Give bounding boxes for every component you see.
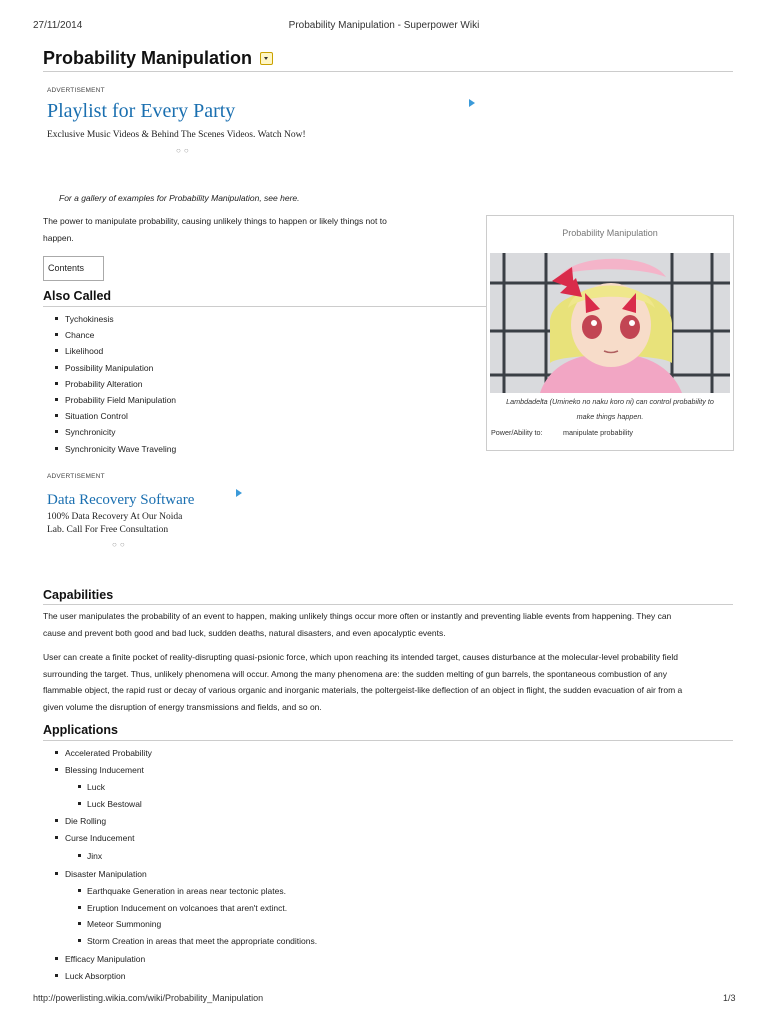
list-item: Disaster Manipulation	[65, 866, 317, 883]
text-line: cause and prevent both good and bad luck, sudden deaths, natural disasters, and even apocalyptic events.	[43, 627, 446, 638]
footer-url: http://powerlisting.wikia.com/wiki/Probability_Manipulation	[33, 993, 264, 1003]
list-item: Luck	[87, 779, 317, 796]
applications-list	[65, 745, 317, 985]
list-item: Synchronicity	[65, 424, 176, 440]
list-item: Jinx	[87, 848, 317, 865]
list-item: Luck Bestowal	[87, 796, 317, 813]
ad-body-line: 100% Data Recovery At Our Noida	[47, 512, 183, 522]
capabilities-paragraph-2	[43, 649, 733, 715]
section-divider	[43, 604, 733, 605]
contents-toggle[interactable]: Contents	[43, 256, 104, 281]
text-line: flammable object, the rapid rust or decay of various organic and inorganic materials, the poltergeist-like deflection of an object in flight, the sudden evacuation of air from a	[43, 685, 683, 695]
infobox	[486, 215, 734, 451]
list-item: Earthquake Generation in areas near tectonic plates.	[87, 883, 317, 900]
infobox-caption	[495, 394, 725, 424]
intro-line: happen.	[43, 232, 74, 243]
text-line: The user manipulates the probability of an event to happen, making unlikely things occur more often or instantly and preventing liable events from happening. They can	[43, 611, 672, 621]
list-item: Likelihood	[65, 343, 176, 359]
list-item: Curse Inducement	[65, 830, 317, 847]
ad-body[interactable]: Exclusive Music Videos & Behind The Scenes Videos. Watch Now!	[47, 130, 306, 140]
footer-page-number: 1/3	[723, 993, 736, 1003]
section-heading-also-called: Also Called	[43, 289, 112, 303]
list-item: Storm Creation in areas that meet the appropriate conditions.	[87, 933, 317, 950]
page-title: Probability Manipulation	[43, 48, 253, 68]
list-item: Probability Field Manipulation	[65, 392, 176, 408]
gallery-note: For a gallery of examples for Probability Manipulation, see here.	[59, 193, 300, 203]
also-called-list	[65, 311, 176, 457]
caption-line: Lambdadelta (Umineko no naku koro ni) can control probability to	[506, 397, 714, 406]
list-item: Die Rolling	[65, 813, 317, 830]
caption-line: make things happen.	[576, 412, 644, 421]
list-item: Chance	[65, 327, 176, 343]
section-divider	[43, 740, 733, 741]
ad-title-link[interactable]: Playlist for Every Party	[47, 100, 236, 122]
ad-label: ADVERTISEMENT	[47, 473, 105, 480]
dropdown-arrow-icon[interactable]	[260, 52, 273, 65]
infobox-field-label: Power/Ability to:	[491, 428, 543, 437]
section-heading-applications: Applications	[43, 723, 119, 737]
list-item: Eruption Inducement on volcanoes that aren't extinct.	[87, 900, 317, 917]
sublist	[87, 883, 317, 949]
ad-pagination-dots[interactable]: ○○	[112, 540, 128, 549]
text-line: surrounding the target. Thus, unlikely phenomena will occur. Among the many phenomena are: the sudden melting of gun barrels, the spontaneous combustion of any	[43, 668, 668, 679]
section-heading-capabilities: Capabilities	[43, 588, 114, 602]
list-item: Meteor Summoning	[87, 916, 317, 933]
infobox-title: Probability Manipulation	[562, 228, 658, 238]
print-doc-title: Probability Manipulation - Superpower Wiki	[288, 20, 480, 31]
intro-paragraph	[43, 213, 473, 246]
section-divider	[43, 306, 486, 307]
title-divider	[43, 71, 733, 72]
ad-label: ADVERTISEMENT	[47, 87, 105, 94]
list-item: Synchronicity Wave Traveling	[65, 441, 176, 457]
text-line: given volume the disruption of energy transmissions and fields, and so on.	[43, 701, 322, 712]
list-item: Possibility Manipulation	[65, 360, 176, 376]
text-line: User can create a finite pocket of reality-disrupting quasi-psionic force, which upon reaching its intended target, causes disturbance at the molecular-level probability field	[43, 652, 679, 662]
sublist	[87, 779, 317, 812]
capabilities-paragraph-1	[43, 608, 733, 641]
list-item: Efficacy Manipulation	[65, 951, 317, 968]
ad-pagination-dots[interactable]: ○○	[176, 146, 192, 155]
print-date: 27/11/2014	[33, 20, 83, 31]
ad-body[interactable]	[47, 511, 182, 537]
infobox-image[interactable]	[490, 253, 730, 393]
infobox-field-value: manipulate probability	[563, 428, 633, 437]
intro-line: The power to manipulate probability, causing unlikely things to happen or likely things not to	[43, 216, 387, 226]
adchoices-icon[interactable]	[469, 99, 475, 107]
list-item: Blessing Inducement	[65, 762, 317, 779]
ad-title-link[interactable]: Data Recovery Software	[47, 492, 195, 508]
list-item: Luck Absorption	[65, 968, 317, 985]
ad-body-line: Lab. Call For Free Consultation	[47, 525, 169, 535]
character-illustration	[490, 253, 730, 393]
adchoices-icon[interactable]	[236, 489, 242, 497]
page-title-row	[43, 48, 273, 69]
sublist	[87, 848, 317, 865]
list-item: Tychokinesis	[65, 311, 176, 327]
list-item: Situation Control	[65, 408, 176, 424]
list-item: Probability Alteration	[65, 376, 176, 392]
list-item: Accelerated Probability	[65, 745, 317, 762]
